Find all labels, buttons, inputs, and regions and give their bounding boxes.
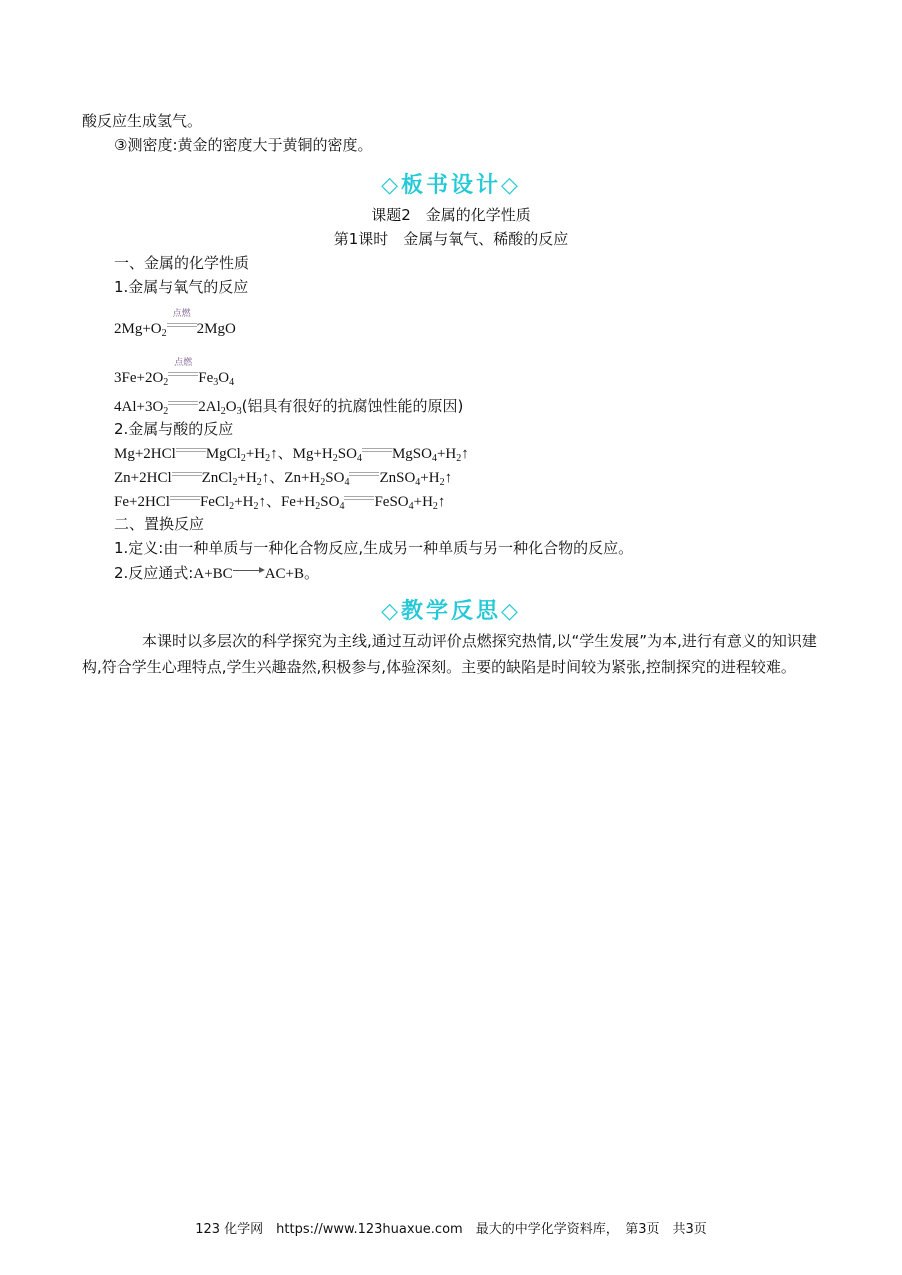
reaction-condition: 点燃 [174,358,193,368]
reaction-arrow-icon [233,566,265,576]
board-design-title: ◇板书设计◇ [381,172,521,198]
equals-sign [349,470,379,480]
lesson-title: 课题2 金属的化学性质 [371,206,531,224]
intro-line-1: 酸反应生成氢气。 [82,112,203,130]
equation-mg-o2: $2Mg+O_2$ 点燃 2MgO [114,309,236,339]
heading-displacement: 二、置换反应 [114,515,205,533]
equals-sign [168,358,198,380]
general-formula-label: 2.反应通式: [114,564,194,582]
equation-fe-acids: Fe+2HCl $FeCl_2+H_2↑$、$Fe+H_2SO_4$ $FeSO_4+H_2↑$ [114,494,446,512]
equals-sign [168,399,198,409]
equals-sign [170,494,200,504]
heading-metal-oxygen: 1.金属与氧气的反应 [114,278,249,296]
intro-line-2: ③测密度:黄金的密度大于黄铜的密度。 [114,136,373,154]
equals-sign [167,309,197,331]
equation-mg-acids: Mg+2HCl $MgCl_2+H_2↑$、$Mg+H_2SO_4$ $MgSO_4+H_2↑$ [114,446,469,464]
equals-sign [344,494,374,504]
equals-sign [176,446,206,456]
equation-note: (铝具有很好的抗腐蚀性能的原因) [241,397,464,415]
equals-sign [362,446,392,456]
reaction-condition: 点燃 [172,309,191,319]
equation-al-o2: $4Al+3O_2$ $2Al_2O_3$(铝具有很好的抗腐蚀性能的原因) [114,397,464,417]
period-title: 第1课时 金属与氧气、稀酸的反应 [333,230,569,248]
heading-chemical-properties: 一、金属的化学性质 [114,254,250,272]
reflection-title: ◇教学反思◇ [381,598,521,624]
general-formula-left: A+BC [193,566,233,582]
equation-fe-o2: $3Fe+2O_2$ 点燃 $Fe_3O_4$ [114,358,235,388]
general-formula-line [114,564,319,583]
general-formula-right: AC+B。 [264,566,319,582]
definition-line: 1.定义:由一种单质与一种化合物反应,生成另一种单质与另一种化合物的反应。 [114,539,634,557]
equals-sign [172,470,202,480]
page-footer: 123 化学网 https://www.123huaxue.com 最大的中学化学资料库， 第3页 共3页 [195,1222,707,1237]
equation-zn-acids: Zn+2HCl $ZnCl_2+H_2↑$、$Zn+H_2SO_4$ $ZnSO_4+H_2↑$ [114,470,453,488]
reflection-paragraph: 本课时以多层次的科学探究为主线,通过互动评价点燃探究热情,以“学生发展”为本,进行有意义的知识建构,符合学生心理特点,学生兴趣盎然,积极参与,体验深刻。主要的缺陷是时间较为紧张,控制探究的进程较难。 [82,632,817,676]
heading-metal-acid: 2.金属与酸的反应 [114,420,234,438]
